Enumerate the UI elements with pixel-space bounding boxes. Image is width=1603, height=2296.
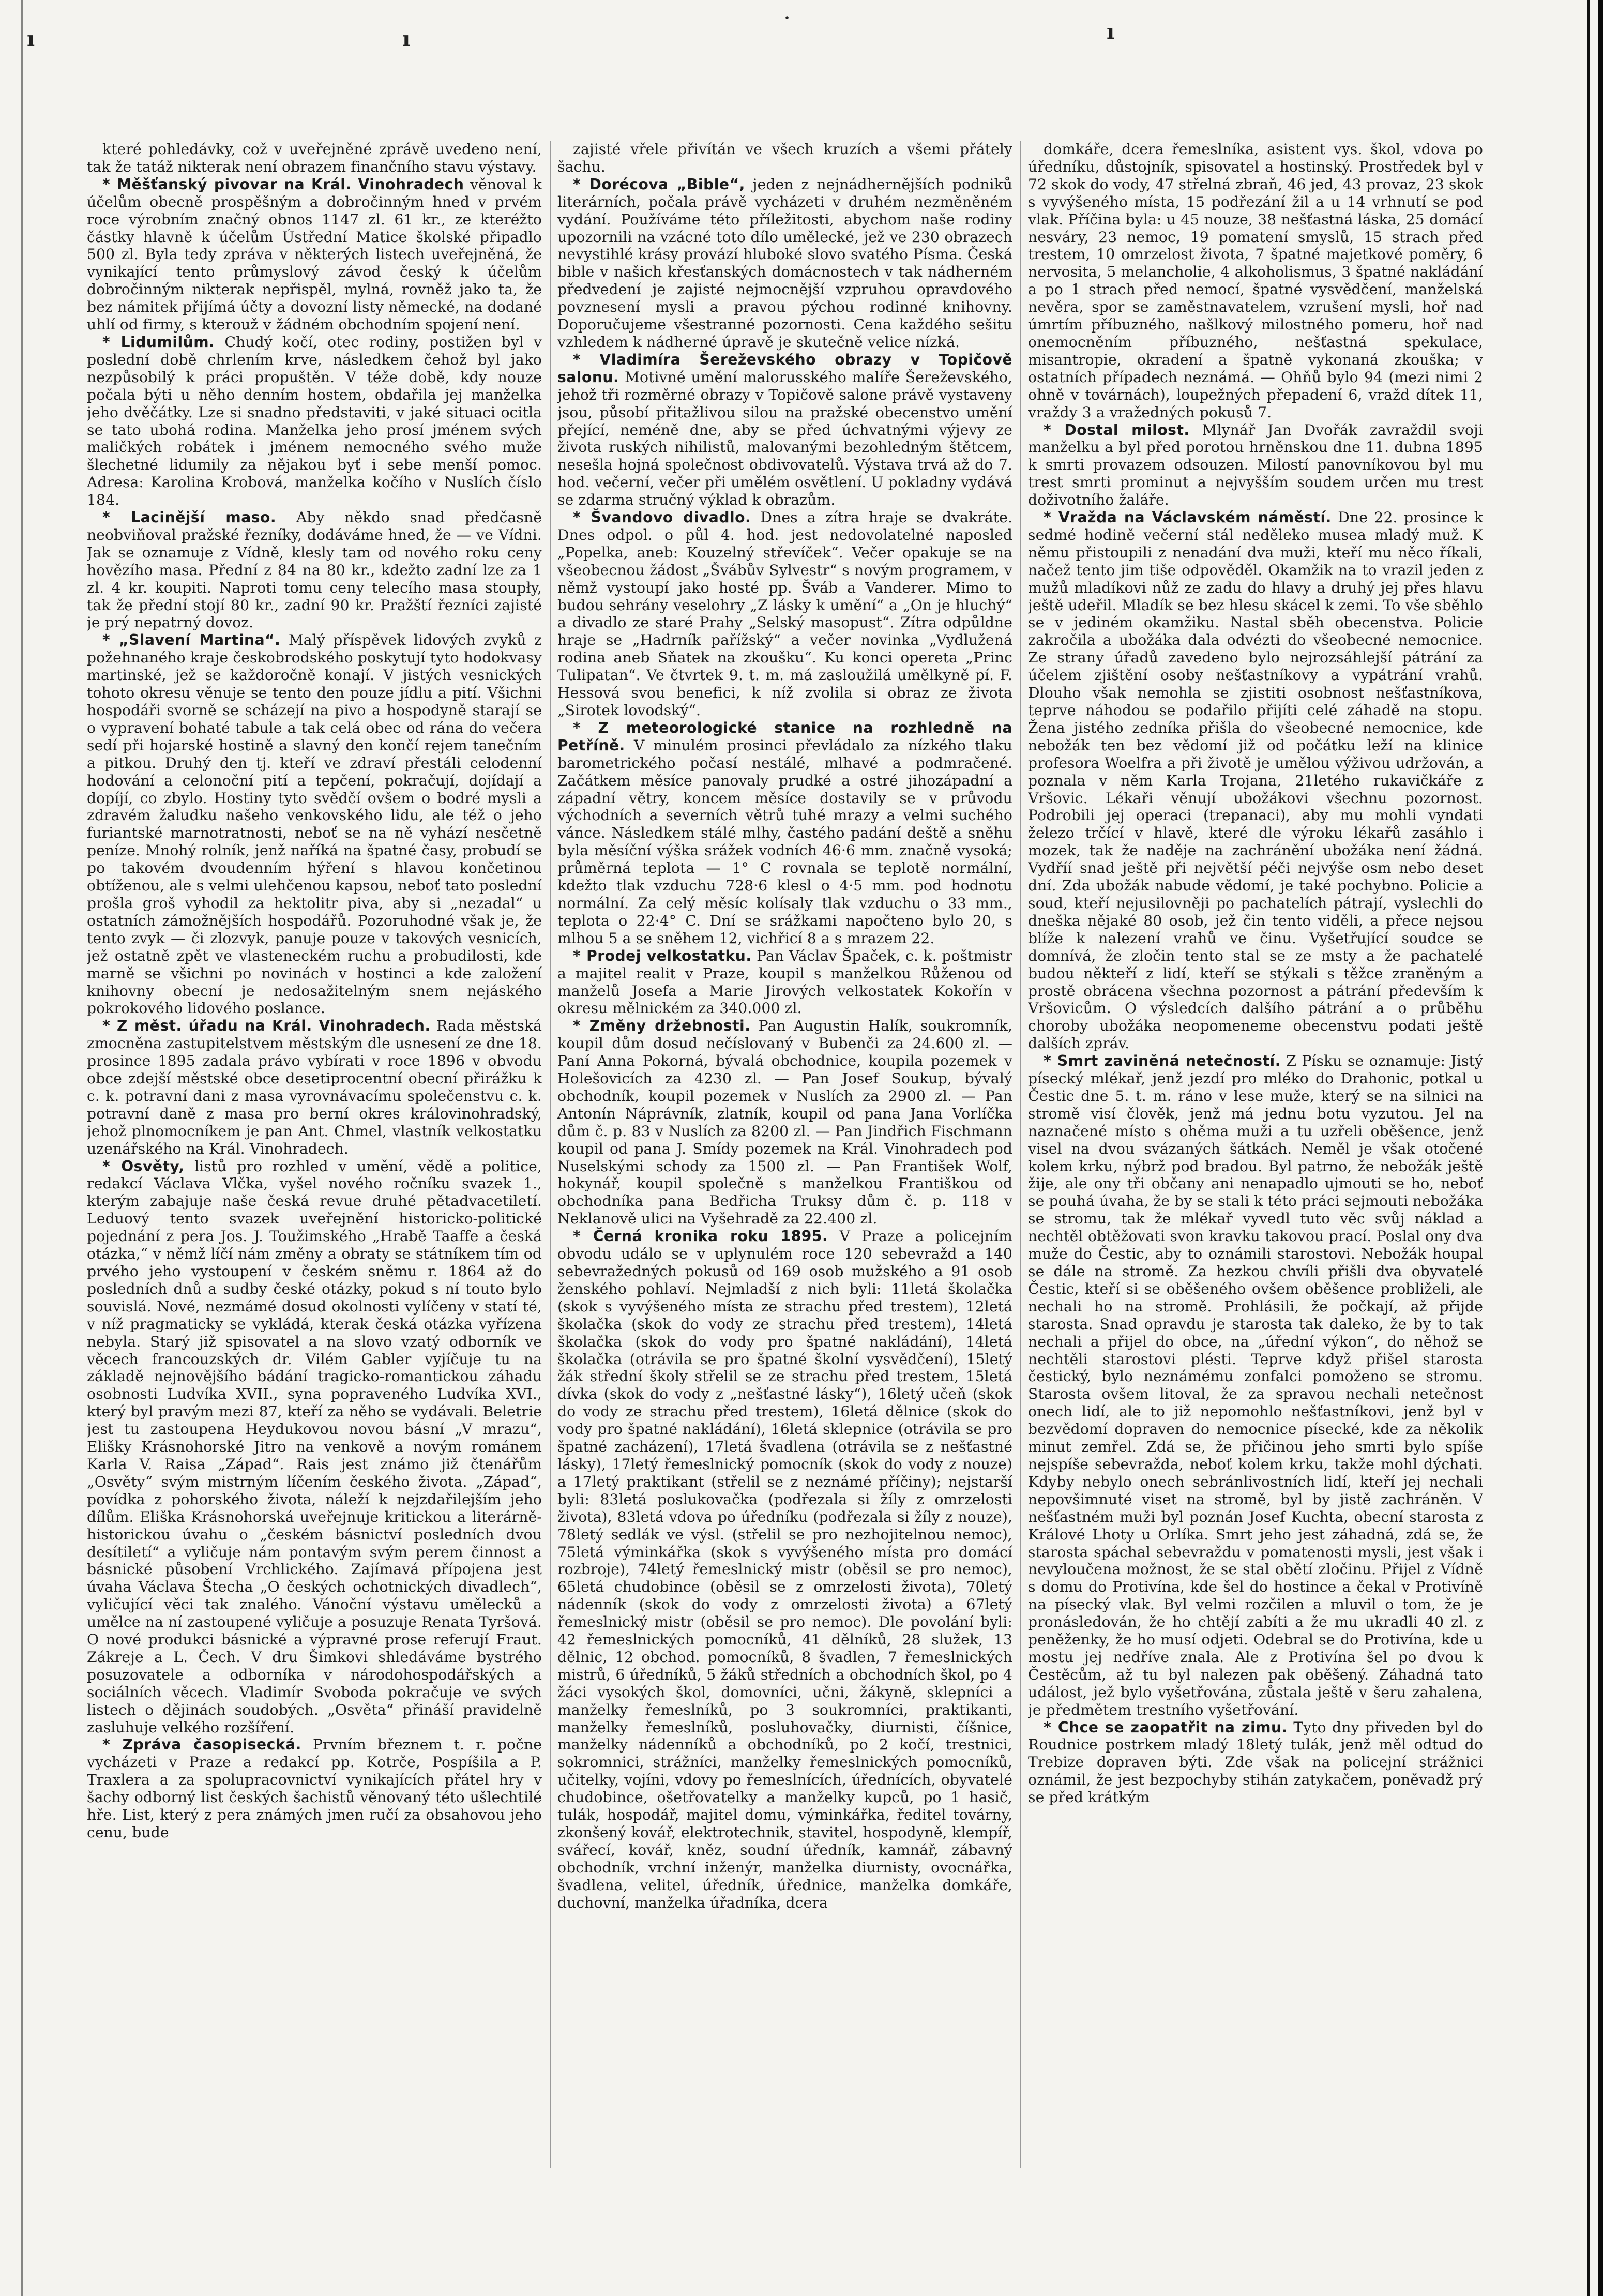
article-body: domkáře, dcera řemeslníka, asistent vys. škol, vdova po úředníku, důstojník, spisovatel a hostinský. Prostředek byl v 72 skok do vody, 47 střelná zbraň, 46 jed, 43 provaz, 23 skok s vyvýšeného místa, 15 podřezání žil a u 14 vrhnutí se pod vlak. Příčina byla: u 45 nouze, 38 nešťastná láska, 25 domácí nesváry, 23 nemoc, 19 pomatení smyslů, 15 strach před trestem, 10 omrzelost života, 7 špatné majetkové poměry, 6 nervosita, 5 melancholie, 4 alkoholismus, 3 špatné nakládání a po 1 strach před nemocí, špatné vysvědčení, manželská nevěra, spor se zaměstnavatelem, vzrušení mysli, hoř nad úmrtím příbuzného, našlkový milostného pomeru, hoř nad onemocněním příbuzného, nešťastná spekulace, misantropie, okradení a špatně vykonaná zkouška; v ostatních případech neznámá. — Ohňů bylo 94 (mezi nimi 2 ohně v továrnách), loupežných přepadení 6, vražd dítek 11, vraždy 3 a vražedných pokusů 7. [1028,141,1483,421]
article-body: zajisté vřele přivítán ve všech kruzích a všemi přátely šachu. [557,141,1012,175]
article-body: Malý příspěvek lidových zvyků z požehnaného kraje českobrodského poskytují tyto hodokvasy martinské, jež se každoročně konají. V jistých vesnických tohoto okresu věnuje se tento den pouze jídlu a pití. Všichni hospodáři svorně se scházejí na pivo a hospodyně starají se o vypravení bohaté tabule a tak celá obec od rána do večera sedí při hojarské hostině a slavný den končí rejem tanečním a pitkou. Druhý den tj. kteří ve zdraví přestáli celodenní hodování a celonoční pití a tepčení, pokračují, dojídají a dopíjí, co zbylo. Hostiny tyto svědčí ovšem o bodré mysli a zdravém žaludku našeho venkovského lidu, ale též o jeho furiantské marnotratnosti, neboť se na ně vyhází nesčetně peníze. Mnohý rolník, jenž naříká na špatné časy, probudí se po takovém dvoudenním hýření s hlavou končetinou obtíženou, ale s velmi ulehčenou kapsou, neboť tato poslední prošla groš vyhodil za hektolitr piva, aby si „nezadal“ u ostatních zámožnějších hospodářů. Pozoruhodné však je, že tento zvyk — či zlozvyk, panuje pouze v takových vesnicích, jež ostatně zpět ve vlasteneckém ruchu a probudilosti, kde marně se všichni po novinách v hostinci a kde založení knihovny obecní je nedosažitelným snem nejáského pokrokového lidového poslance. [87,631,542,1017]
scan-edge-right [1598,0,1603,2296]
article [1028,1052,1483,1718]
article-body: Mlynář Jan Dvořák zavraždil svoji manželku a byl před porotou hrněnskou dne 11. dubna 1895 k smrti provazem odsouzen. Milostí panovníkovou byl mu trest smrti prominut a nejvyšším soudem určen mu trest doživotního žaláře. [1028,421,1483,509]
article-headline: * Osvěty, [102,1157,185,1175]
column-rule [550,141,551,2168]
article-headline: * Černá kronika roku 1895. [573,1228,828,1245]
article [1028,509,1483,1052]
article-body: které pohledávky, což v uveřejněné zprávě uvedeno není, tak že tatáž nikterak není obrazem finančního stavu výstavy. [87,141,542,175]
article-headline: * Z meteorologické stanice na rozhledně na Petříně. [557,719,1012,754]
article [557,1228,1012,1911]
article-headline: * Lidumilům. [102,333,215,351]
article [87,1017,542,1157]
article [87,1736,542,1841]
article-body: Aby někdo snad předčasně neobviňoval pražské řezníky, dodáváme hned, že — ve Vídni. Jak se oznamuje z Vídně, klesly tam od nového roku ceny hovězího masa. Přední z 84 na 80 kr., kdežto zadní lze za 1 zl. 4 kr. koupiti. Naproti tomu ceny telecího masa stoupły, tak že přední stojí 80 kr., zadní 90 kr. Pražští řezníci zajisté je prý nepatrný dovoz. [87,509,542,631]
scan-mark-top-center-2: ˙ [782,13,792,38]
article [557,141,1012,176]
article-headline: * Dostal milost. [1044,421,1190,439]
scan-edge-inner [1587,0,1590,2296]
article-headline: * Smrt zaviněná netečností. [1044,1052,1281,1070]
scan-edge-left [21,0,23,2296]
article-body: Tyto dny přiveden byl do Roudnice postrkem mladý 18letý tulák, jenž měl odtud do Trebize dopraven býti. Zde však na policejní strážnici oznámil, že jest bezpochyby stihán zatykačem, poněvadž prý se před krátkým [1028,1718,1483,1806]
article-body: V minulém prosinci převládalo za nízkého tlaku barometrického počasí nestálé, mlhavé a podmračené. Začátkem měsíce panovaly prudké a ostré jihozápadní a západní větry, koncem měsíce dostavily se v průvodu východních a severních větrů tuhé mrazy a velmi suchého vánce. Následkem stálé mlhy, častého padání deště a sněhu byla měsíční výška srážek vodních 46·6 mm. značně vysoká; průměrná teplota — 1° C rovnala se teplotě normální, kdežto tlak vzduchu 728·6 klesl o 4·5 mm. pod hodnotu normální. Za celý měsíc kolísaly tlak vzduchu o 33 mm., teplota o 22·4° C. Dní se srážkami napočteno bylo 20, s mlhou 5 a se sněhem 12, vichřicí 8 a s mrazem 22. [557,736,1012,947]
column-2 [557,141,1012,2168]
article-body: Motivné umění malorusského malíře Šereževského, jehož tři rozměrné obrazy v Topičově salone právě vystaveny jsou, působí přitažlivou silou na pražské obecenstvo umění přející, neméně dne, aby se před úchvatnými výjevy ze života ruských nihilistů, malovanými bezohledným štětcem, nesešla hojná společnost obdivovatelů. Výstava trvá až do 7. hod. večerní, večer při umělém osvětlení. U pokladny vydává se zdarma stručný výklad k obrazům. [557,368,1012,509]
article-body: Rada městská zmocněna zastupitelstvem městským dle usnesení ze dne 18. prosince 1895 zadala právo vybírati v roce 1896 v obvodu obce zdejší městské obce desetiprocentní obecní přirážku k c. k. potravní dani z masa vyrovnávacímu společenstvu c. k. potravní daně z masa pro berní okres královinohradský, jehož plnomocníkem je pan Ant. Chmel, vlastník velkostatku uzenářského na Král. Vinohradech. [87,1017,542,1157]
article [1028,141,1483,421]
article-headline: * Švandovo divadlo. [573,509,751,526]
newspaper-page [87,141,1483,2168]
scan-mark-top-left: ı [27,27,35,51]
article-body: V Praze a policejním obvodu událo se v uplynulém roce 120 sebevražd a 140 sebevražedných pokusů od 169 osob mužského a 91 osob ženského pohlaví. Nejmladší z nich byli: 11letá školačka (skok s vyvýšeného místa ze strachu před trestem), 12letá školačka (skok do vody ze strachu před trestem), 14letá školačka (skok do vody pro špatné nakládání), 14letá školačka (otrávila se pro špatné školní vysvědčení), 15letý žák střední školy střelil se ze strachu před trestem, 15letá dívka (skok do vody z „nešťastné lásky“), 16letý učeň (skok do vody ze strachu před trestem), 16letá dělnice (skok do vody pro špatné nakládání), 16letá sklepnice (otrávila se pro špatné zacházení), 17letá švadlena (otrávila se z nešťastné lásky), 17letý řemeslnický pomocník (skok do vody z nouze) a 17letý praktikant (střelil se z neznámé příčiny); nejstarší byli: 83letá poslukovačka (podřezala si žíly z omrzelosti života), 83letá vdova po úředníku (podřezala si žíly z nouze), 78letý sedlák ve výsl. (střelil se pro nezhojitelnou nemoc), 75letá výminkářka (skok s vyvýšeného místa pro domácí rozbroje), 74letý řemeslnický mistr (oběsil se pro nemoc), 65letá chudobince (oběsil se z omrzelosti života), 70letý nádenník (skok do vody z omrzelosti života) a 67letý řemeslnický mistr (oběsil se pro nemoc). Dle povolání byli: 42 řemeslnických pomocníků, 41 dělníků, 28 služek, 13 dělnic, 12 obchod. pomocníků, 8 švadlen, 7 řemeslnických mistrů, 6 úředníků, 5 žáků středních a obchodních škol, po 4 žáci vysokých škol, domovníci, učni, žákyně, sklepníci a manželky řemeslníků, po 3 soukromníci, praktikanti, manželky řemeslníků, posluhovačky, diurnisti, číšnice, manželky nádenníků a obchodníků, po 2 kočí, trestnici, sokromnici, strážníci, manželky řemeslnických pomocníků, učitelky, vojíni, vdovy po řemeslnících, úřednících, obyvatelé chudobince, ošetřovatelky a manželky kupců, po 1 hasič, tulák, hospodář, majitel domu, výminkářka, ředitel továrny, zkonšený kovář, elektrotechnik, stavitel, hospodyně, klempíř, svářecí, kovář, kněz, soudní úředník, kamnář, zábavný obchodník, vrchní inženýr, manželka diurnisty, ovocnářka, švadlena, velitel, úředník, úřednice, manželka domkáře, duchovní, manželka úřadníka, dcera [557,1228,1012,1911]
article [557,351,1012,509]
article [87,141,542,176]
article [1028,1719,1483,1807]
article-headline: * Zpráva časopisecká. [102,1736,301,1754]
article [557,1017,1012,1228]
column-rule [1020,141,1021,2168]
article [87,334,542,509]
article [87,631,542,1017]
article-headline: * Měšťanský pivovar na Král. Vinohradech [102,175,464,193]
article-headline: * Dorécova „Bible“, [573,175,745,193]
article-body: Dnes a zítra hraje se dvakráte. Dnes odpol. o půl 4. hod. jest nedovolatelné naposled „Popelka, aneb: Kouzelný střevíček“. Večer opakuje se na všeobecnou žádost „Švábův Sylvestr“ s novým programem, v němž vystoupí jako hosté pp. Šváb a Vanderer. Mimo to budou sehrány veselohry „Z lásky k umění“ a „On je hluchý“ a divadlo ze staré Prahy „Selský masopust“. Zítra odpůldne hraje se „Hadrník pařížský“ a večer novinka „Vydlužená rodina aneb Sňatek na zkoušku“. Ku konci opereta „Princ Tulipatan“. Ve čtvrtek 9. t. m. má zasloužilá umělkyně pí. F. Hessová svou benefici, k níž zvolila si obraz ze života „Sirotek lovodský“. [557,509,1012,719]
scan-mark-top-center-1: ı [402,27,411,51]
article-headline: * Vladimíra Šereževského obrazy v Topičově salonu. [557,351,1012,386]
article [557,719,1012,947]
article [87,176,542,334]
article-body: jeden z nejnádhernějších podniků literárních, počala právě vycházeti v druhém nezměněném vydání. Používáme této příležitosti, abychom naše rodiny upozornili na vzácné toto dílo umělecké, jež ve 230 obrazech nevystihlé krásy provází hluboké slovo svatého Písma. Česká bible v našich křesťanských domácnostech v tak nádherném předvedení je zajisté nejmocnější vzpruhou opravdového povznesení mysli a pravou pýchou rodinné knihovny. Doporučujeme všestranné pozornosti. Cena každého sešitu vzhledem k nádherné úpravě je skutečně velice nízká. [557,175,1012,351]
article-headline: * Z měst. úřadu na Král. Vinohradech. [102,1017,431,1035]
article [557,509,1012,719]
article-body: věnoval k účelům obecně prospěšným a dobročinným hned v prvém roce výrobním značný obnos 1147 zl. 61 kr., ze kteréžto částky hlavně k účelům Ústřední Matice školské připadlo 500 zl. Byla tedy zpráva v některých listech uveřejněná, že vynikající tento průmyslový závod český k účelům dobročinným nikterak nepřispěl, mylná, rovněž jako ta, že bez námitek přijímá účty a dovozní listy německé, na dodané uhlí od firmy, s kterouž v žádném obchodním spojení není. [87,175,542,334]
article-headline: * Prodej velkostatku. [573,947,752,964]
article-body: Z Písku se oznamuje: Jistý písecký mlékař, jenž jezdí pro mléko do Drahonic, potkal u Čestic dne 5. t. m. ráno v lese muže, který se na silnici na stromě visí člověk, jenž má jednu botu vyzutou. Jel na naznačené místo s ohěma muži a tu uzřeli oběšence, jenž visel na dvou svázaných šátkách. Neměl je však otočené kolem krku, nýbrž pod bradou. Byl patrno, že nebožák ještě žije, ale ony tři občany ani nenapadlo ujmouti se ho, neboť se pouhá úvaha, že by se stali k této práci sejmouti nebožáka se stromu, tak že mlékař vyvedl tuto věc svůj náklad a nechtěl obtěžovati svon kravku takovou prací. Poslal ony dva muže do Čestic, aby to oznámili starostovi. Nebožák houpal se dále na stromě. Za hezkou chvíli přišli dva obyvatelé Čestic, kteří si se oběšeného ovšem oběšence probliželi, ale nechali ho na stromě. Prohlásili, že počkají, až přijde starosta. Snad opravdu je starosta tak daleko, že by to tak nechali a přijel do obce, na „úřední výkon“, do něhož se nechtěli starostovi plésti. Teprve když přišel starosta čestický, bylo neznámému zonfalci pomoženo se stromu. Starosta ovšem litoval, že za spravou nechali netečnost onech lidí, ale to již nepomohlo nešťastníkovi, jenž byl v bezvědomí dopraven do nemocnice písecké, kde za několik minut zemřel. Zdá se, že přičinou jeho smrti bylo spíše nejspíše sebevražda, neboť kolem krku, takže mohl dýchati. Kdyby nebylo onech sebránlivostních lidí, kteří jej nechali nepovšimnuté viset na stromě, byl by jistě zachráněn. V nešťastném muži byl poznán Josef Kuchta, obecní starosta z Králové Lhoty u Orlíka. Smrt jeho jest záhadná, zdá se, že starosta spáchal sebevraždu v pomatenosti mysli, jest však i nevyloučena možnost, že se stal obětí zločinu. Přijel z Vídně s domu do Protivína, kde šel do hostince a čekal v Protivíně na písecký vlak. Byl velmi rozčilen a mluvil o tom, že je pronásledován, že ho chtějí zabíti a že mu ukradli 40 zl. z peněženky, že ho musí odjeti. Odebral se do Protivína, kde u mostu jej nedříve znala. Ale z Protivína šel po dvou k Čestěcům, až tu byl nalezen pak oběšený. Záhadná tato událost, jež bylo vyšetřována, zůstala ještě v šeru zahalena, je předmětem trestního vyšetřování. [1028,1052,1483,1718]
article [557,176,1012,351]
column-1 [87,141,542,2168]
article-headline: * Lacinější maso. [102,509,277,526]
article-body: Prvním březnem t. r. počne vycházeti v Praze a redakcí pp. Kotrče, Pospíšila a P. Traxlera a za spolupracovnictví vynikajících přátel hry v šachy odborný list českých šachistů věnovaný této ušlechtilé hře. List, který z pera známých jmen ručí za obsahovou jeho cenu, bude [87,1736,542,1841]
article-headline: * Chce se zaopatřit na zimu. [1044,1718,1288,1736]
scan-mark-top-right: ı [1107,20,1115,44]
article [557,947,1012,1018]
article-headline: * Vražda na Václavském náměstí. [1044,509,1332,526]
article-body: listů pro rozhled v umění, vědě a politice, redakcí Václava Vlčka, vyšel nového ročníku svazek 1., kterým zabajuje naše česká revue druhé pětadvacetiletí. Leduový tento svazek uveřejnění historicko-politické pojednání z pera Jos. J. Toužimského „Hrabě Taaffe a česká otázka,“ v němž líčí nám změny a obraty se státníkem tím od prvého jeho vystoupení v českém sněmu r. 1864 až do posledních dnů a sudby české otázky, pokud s ní touto bylo souvislá. Nové, nezmámé dosud okolnosti vylíčeny v statí té, v níž pragmaticky se vykládá, kterak česká otázka vyřízena nebyla. Starý již spisovatel a na slovo vzatý odborník ve věcech francouzských dr. Vilém Gabler vyjíčuje tu na základě nejnovějšího bádání tragicko-romantickou záhadu osobnosti Ludvíka XVII., syna popraveného Ludvíka XVI., který byl pravým mezi 87, kteří za něho se vydávali. Beletrie jest tu zastoupena Heydukovou novou básní „V mrazu“, Elišky Krásnohorské Jitro na venkově a novým románem Karla V. Raisa „Západ“. Rais jest známo již čtenářům „Osvěty“ svým mistrným líčením českého života. „Západ“, povídka z pohorského života, náleží k nejzdařilejším jeho dílům. Eliška Krásnohorská uveřejnuje kritickou a literárně-historickou úvahu o „českém básnictví posledních dvou desítiletí“ a vyličuje nám pontavým svým perem činnost a básnické působení Vrchlického. Zajímavá přípojena jest úvaha Václava Štecha „O českých ochotnických divadlech“, vyličující věci tak znalého. Vánoční výstavu umělecků a umělce na ní zastoupené vyličuje a posuzuje Renata Tyršová. O nové produkci básnické a výpravné prose referují Fraut. Zákreje a L. Čech. V dru Šimkovi shledáváme bystrého posuzovatele a odborníka v národohospodářských a sociálních věcech. Vladimír Svoboda pokračuje ve svých listech o dějinách soudobých. „Osvěta“ přináší pravidelně zasluhuje velkého rozšíření. [87,1157,542,1736]
article-body: Dne 22. prosince k sedmé hodině večerní stál neděleko musea mladý muž. K němu přistoupili z nenadání dva muži, kteří mu něco říkali, načež tento jim tiše odpověděl. Okamžik na to vrazil jeden z mužů mladíkovi nůž ze zadu do hlavy a druhý jej přes hlavu ještě udeřil. Mladík se bez hlesu skácel k zemi. To vše sběhlo se v jediném okamžiku. Nastal sběh obecenstva. Policie zakročila a ubožáka dala odvézti do všeobecné nemocnice. Ze strany úřadů zavedeno bylo nejrozsáhlejší pátrání za účelem zjištění osoby nešťastníkovy a vypátrání vrahů. Dlouho však nemohla se zjistiti osobnost nešťastníkova, teprve náhodou se podařilo přijíti celé záhadě na stopu. Žena jistého zedníka přišla do všeobecné nemocnice, kde nebožák ten bez vědomí již od počátku leží na klinice profesora Woelfra a při životě je umělou výživou udržován, a poznala v něm Karla Trojana, 21letého rukavičkáře z Vršovic. Lékaři věnují ubožákovi všechnu pozornost. Podrobili jej operaci (trepanaci), aby mu mohli vyndati železo trčící v hlavě, které dle výroku lékařů zasáhlo i mozek, tak že naděje na zachránění ubožáka není žádná. Vydříí snad ještě při největší péči nejvýše osm nebo deset dní. Zda ubožák nabude vědomí, je také pochybno. Policie a soud, kteří nejusilovněji po pachatelích pátrají, vyslechli do dneška nějaké 80 osob, jež čin tento viděli, a přece nejsou blíže k nalezení vrahů ve činu. Vyšetřující soudce se domnívá, že zločin tento stal se ze msty a že pachatelé budou někteří z lidí, kteří se stýkali s těžce zraněným a prostě obrácena všechna pozornost a pátrání především k Vršovicům. O výsledcích dalšího pátrání a o průběhu choroby ubožáka neopomeneme obecenstvu podati ještě dalších zpráv. [1028,509,1483,1052]
article-body: Chudý kočí, otec rodiny, postižen byl v poslední době chrlením krve, následkem čehož byl jako nezpůsobilý k práci propuštěn. V téže době, kdy nouze počala býti u něho denním hostem, obdařila jej manželka jeho dvěčátky. Lze si snadno představiti, v jaké situaci ocitla se tato ubohá rodina. Manželka jeho prosí jménem svých maličkých robátek i jménem nemocného svého muže šlechetné lidumily za nějakou byť i sebe menší pomoc. Adresa: Karolina Krobová, manželka kočího v Nuslích číslo 184. [87,333,542,509]
article-body: Pan Václav Špaček, c. k. poštmistr a majitel realit v Praze, koupil s manželkou Růženou od manželů Josefa a Marie Jirových velkostatek Kokořín v okresu mělnickém za 340.000 zl. [557,947,1012,1017]
article [87,1158,542,1736]
article-body: Pan Augustin Halík, soukromník, koupil dům dosud nečíslovaný v Bubenči za 24.600 zl. — Paní Anna Pokorná, bývalá obchodnice, koupila pozemek v Holešovicích za 4230 zl. — Pan Josef Soukup, bývalý obchodník, koupil pozemek v Nuslích za 2900 zl. — Pan Antonín Náprávník, zlatník, koupil od pana Jana Vorlíčka dům č. p. 83 v Nuslích za 8200 zl. — Pan Jindřich Fischmann koupil od pana J. Smídy pozemek na Král. Vinohradech pod Nuselskými schody za 1500 zl. — Pan František Wolf, hokynář, koupil společně s manželkou Františkou od obchodníka pana Bedřicha Truksy dům č. p. 118 v Neklanově ulici na Vyšehradě za 22.400 zl. [557,1017,1012,1228]
article-headline: * Změny držebnosti. [573,1017,751,1035]
article-headline: * „Slavení Martina“. [102,631,281,649]
article [1028,421,1483,509]
article [87,509,542,631]
column-3 [1028,141,1483,2168]
